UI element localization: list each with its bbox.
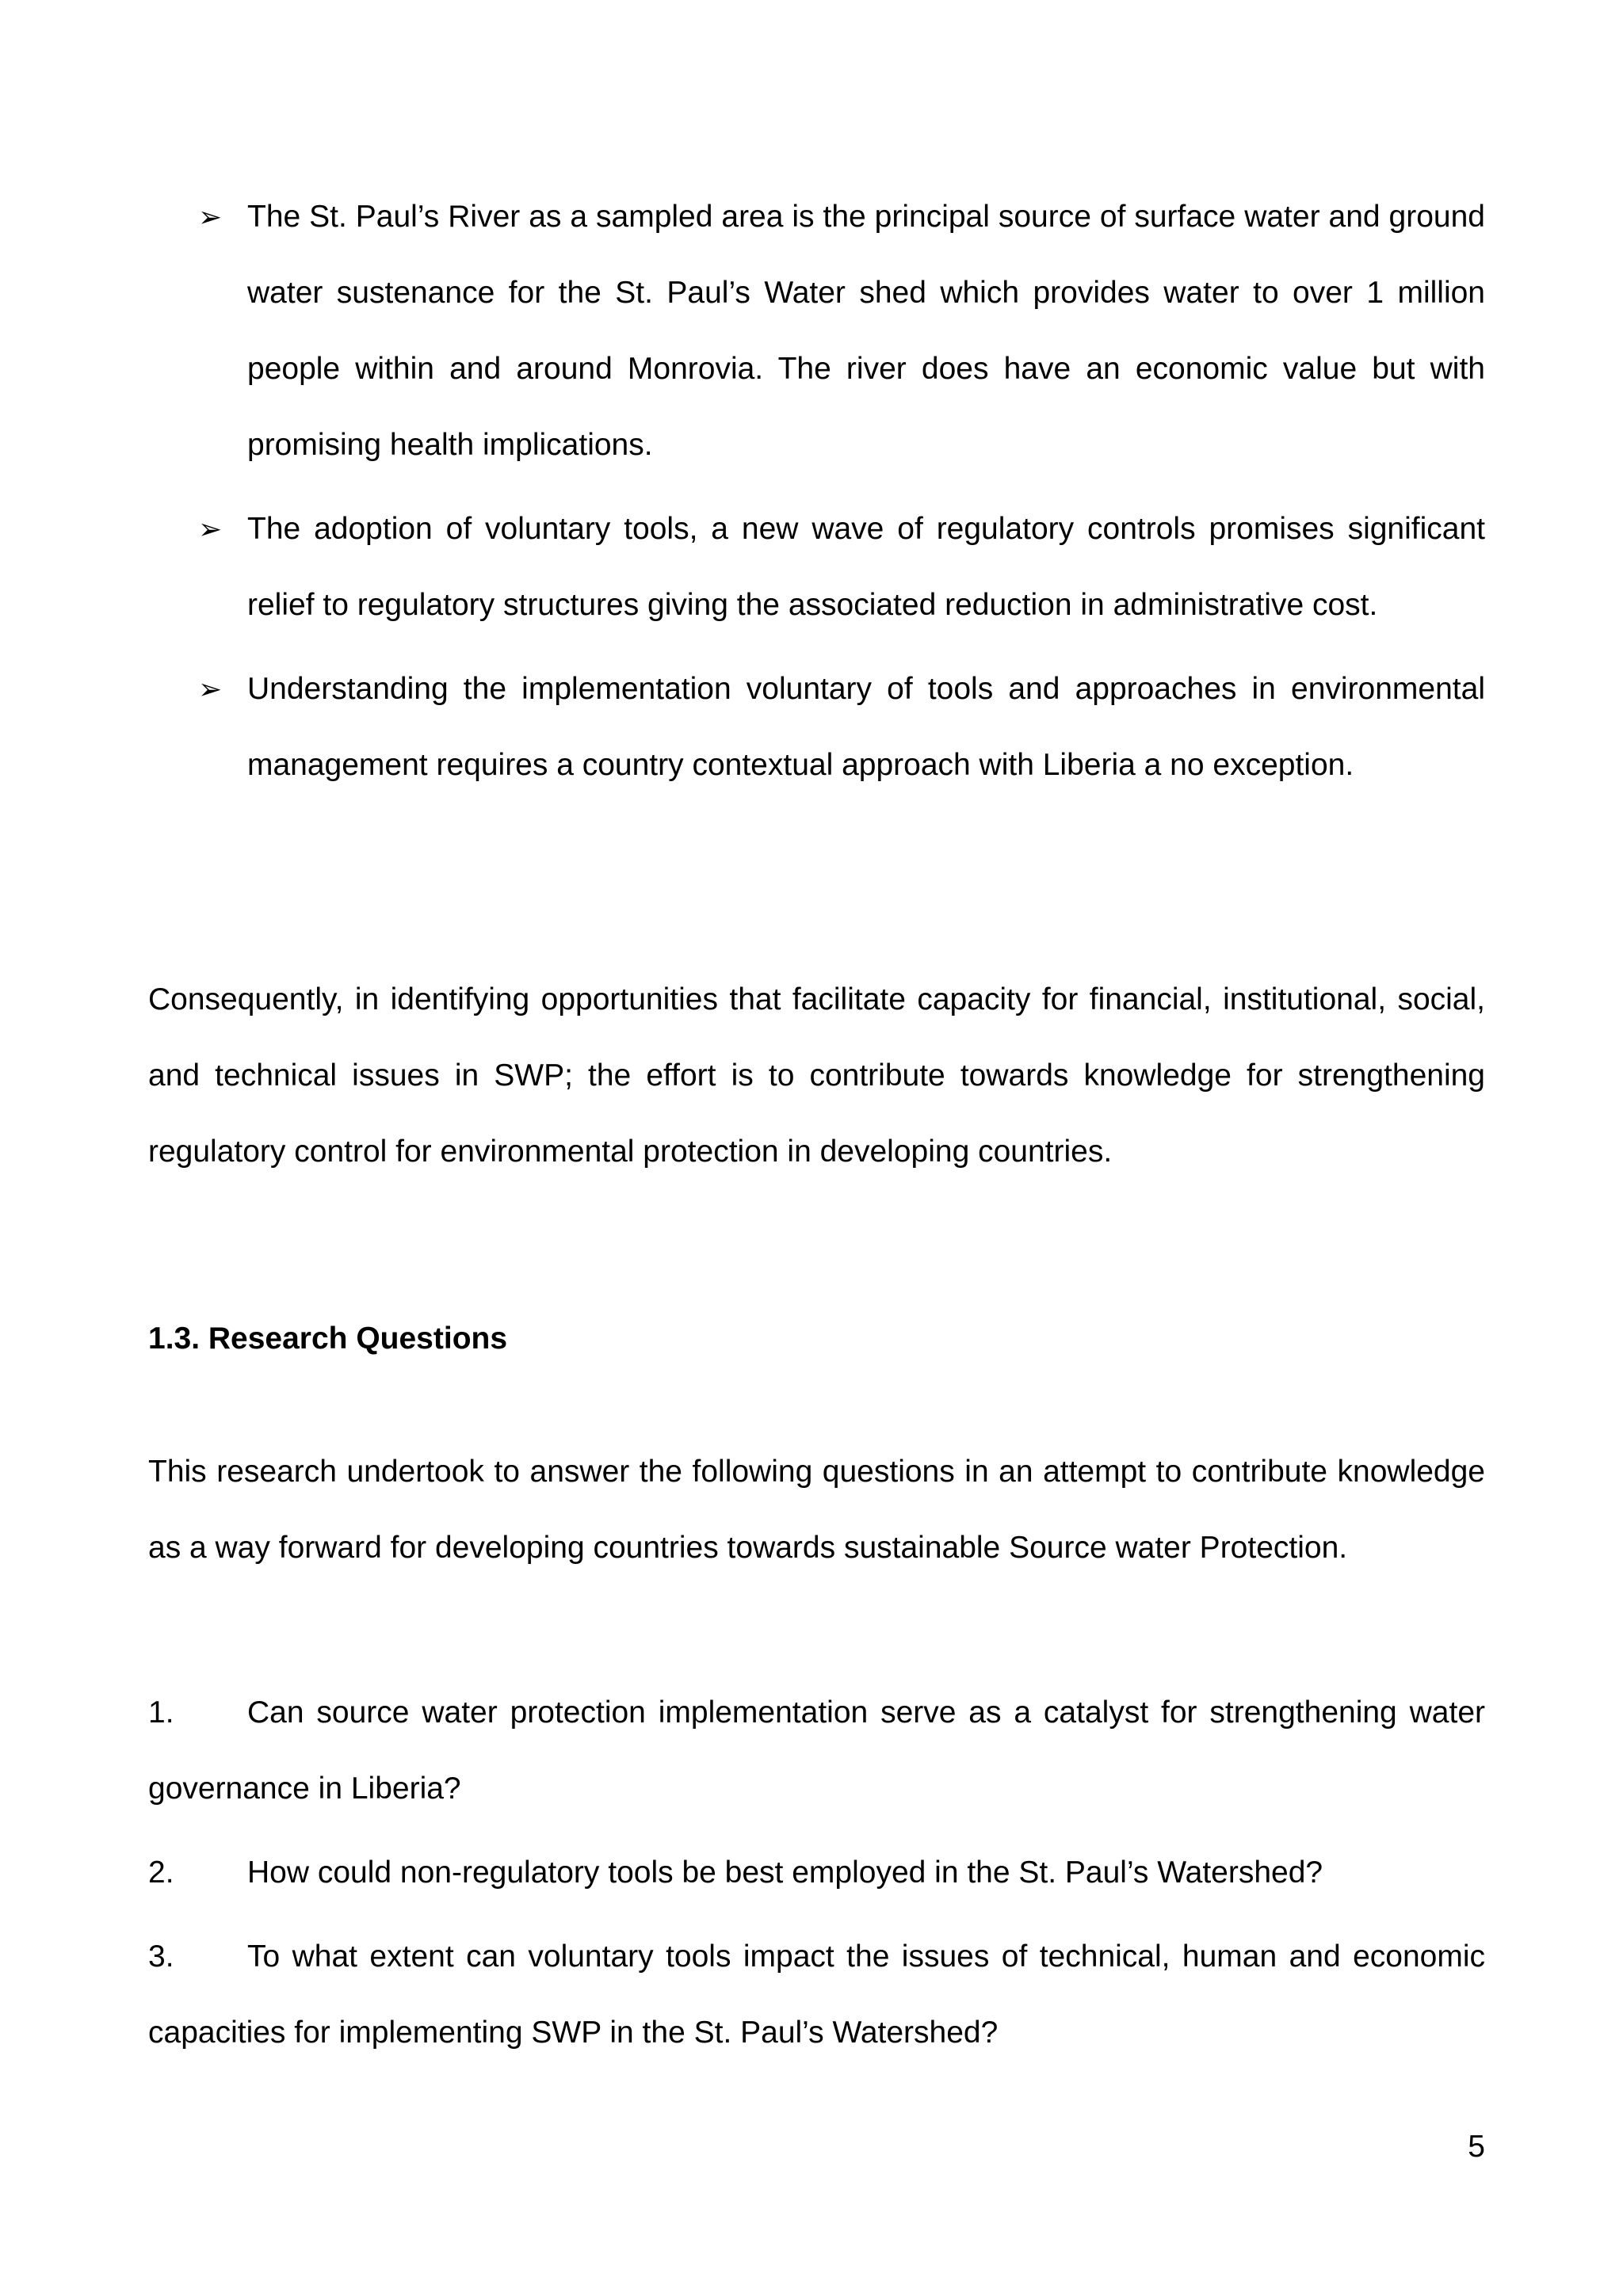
bullet-text: The St. Paul’s River as a sampled area is the principal source of surface water and ground water sustenance for the St. Paul’s Water shed which provides water to over 1 million people within and around Monrovia. The river does have an economic value but with promising health implications.	[247, 200, 1485, 462]
section-intro-paragraph: This research undertook to answer the following questions in an attempt to contribute knowledge as a way forward for developing countries towards sustainable Source water Protection.	[148, 1455, 1485, 1565]
arrow-bullet-icon: ➢	[198, 673, 223, 705]
question-text: To what extent can voluntary tools impact the issues of technical, human and economic capacities for implementing SWP in the St. Paul’s Watershed?	[148, 1939, 1485, 2050]
bullet-item	[198, 179, 1485, 483]
bullet-item	[198, 491, 1485, 643]
question-text: How could non-regulatory tools be best employed in the St. Paul’s Watershed?	[247, 1855, 1323, 1890]
bullet-item	[198, 651, 1485, 803]
question-number: 1.	[148, 1695, 174, 1730]
arrow-bullet-icon: ➢	[198, 200, 223, 233]
bullet-list	[198, 179, 1485, 811]
research-questions-list	[148, 1675, 1485, 2079]
question-number: 2.	[148, 1855, 174, 1890]
arrow-bullet-icon: ➢	[198, 513, 223, 545]
research-question	[148, 1835, 1485, 1911]
question-text: Can source water protection implementation serve as a catalyst for strengthening water governance in Liberia?	[148, 1695, 1485, 1806]
bullet-text: The adoption of voluntary tools, a new wave of regulatory controls promises significant relief to regulatory structures giving the associated reduction in administrative cost.	[247, 512, 1485, 622]
research-question	[148, 1919, 1485, 2071]
question-number: 3.	[148, 1939, 174, 1974]
research-question	[148, 1675, 1485, 1827]
page-number: 5	[1468, 2130, 1485, 2164]
section-heading: 1.3. Research Questions	[148, 1322, 508, 1356]
conclusion-paragraph: Consequently, in identifying opportunities that facilitate capacity for financial, institutional, social, and technical issues in SWP; the effort is to contribute towards knowledge for strengthening regulatory control for environmental protection in developing countries.	[148, 982, 1485, 1169]
bullet-text: Understanding the implementation voluntary of tools and approaches in environmental management requires a country contextual approach with Liberia a no exception.	[247, 672, 1485, 782]
